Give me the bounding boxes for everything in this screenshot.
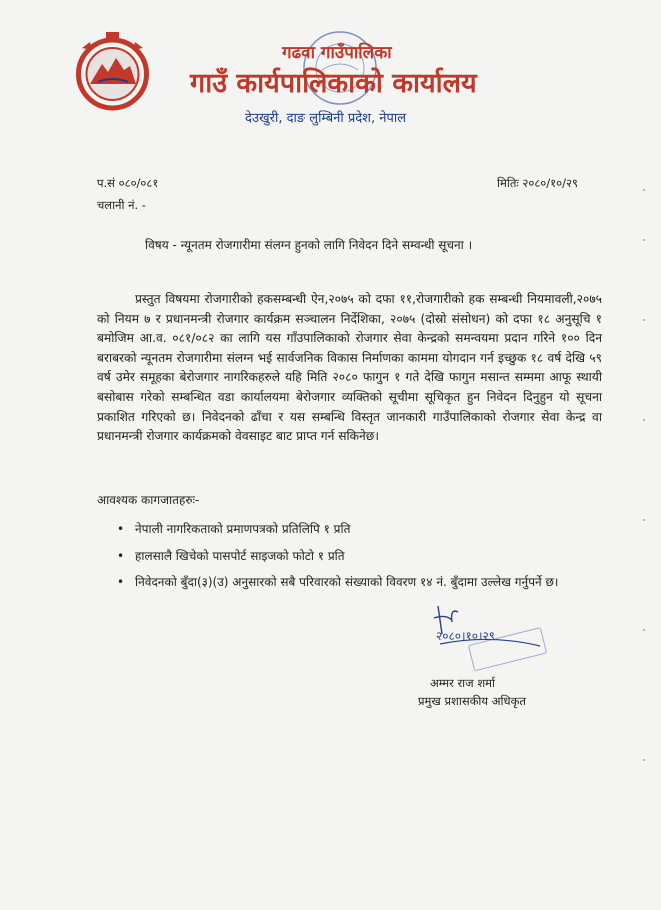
- list-item: • हालसालै खिचेको पासपोर्ट साइजको फोटो १ प्रति: [113, 547, 605, 567]
- notice-body: प्रस्तुत विषयमा रोजगारीको हकसम्बन्धी ऐन,२०७५ को दफा ११,रोजगारीको हक सम्बन्धी नियमावली,२०७५ को नियम ७ र प्रधानमन्त्री रोजगार कार्यक्रम सञ्चालन निर्देशिका, २०७५ (दोस्रो संसोधन) को दफा १८ अनुसूचि १ बमोजिम आ.व. ०८१/०८२ का लागि यस गाँउपालिकाको रोजगार सेवा केन्द्रको समन्वयमा प्रदान गरिने १०० दिन बराबरको न्यूनतम रोजगारीमा संलग्न भई सार्वजनिक विकास निर्माणका काममा योगदान गर्न इच्छुक १८ वर्ष देखि ५९ वर्ष उमेर समूहका बेरोजगार नागरिकहरुले यहि मिति २०८० फागुन १ गते देखि फागुन मसान्त सम्ममा आफू स्थायी बसोबास गरेको सम्बन्धित वडा कार्यालयमा बेरोजगार व्यक्तिको सूचीमा सूचिकृत हुन निवेदन दिनुहुन यो सूचना प्रकाशित गरिएको छ। निवेदनको ढाँचा र यस सम्बन्धि विस्तृत जानकारी गाउँपालिकाको रोजगार सेवा केन्द्र वा प्रधानमन्त्री रोजगार कार्यक्रमको वेवसाइट बाट प्राप्त गर्न सकिनेछ।: [97, 292, 602, 444]
- dispatch-number: चलानी नं. -: [97, 198, 146, 212]
- signatory-name: अम्मर राज शर्मा: [430, 676, 496, 690]
- list-item: • नेपाली नागरिकताको प्रमाणपत्रको प्रतिलिपि १ प्रति: [113, 520, 605, 540]
- bullet-icon: •: [117, 575, 125, 590]
- signatory-title: प्रमुख प्रशासकीय अधिकृत: [418, 694, 526, 708]
- bullet-icon: •: [117, 548, 125, 563]
- bullet-icon: •: [117, 522, 125, 536]
- reference-number: प.सं ०८०/०८१: [97, 176, 159, 190]
- requirements-list: [113, 520, 605, 600]
- office-address: देउखुरी, दाङ लुम्बिनी प्रदेश, नेपाल: [245, 111, 407, 126]
- list-item: • निवेदनको बुँदा(३)(उ) अनुसारको सबै परिवारको संख्याको विवरण १४ नं. बुँदामा उल्लेख गर्नुपर्ने छ।: [113, 573, 605, 593]
- signature-mark: [430, 598, 550, 688]
- government-emblem-icon: [70, 28, 155, 113]
- signature-date: २०८०।१०।२९: [436, 629, 496, 643]
- office-title: गाउँ कार्यपालिकाको कार्यालय: [190, 68, 477, 99]
- notice-date: मितिः २०८०/१०/२९: [497, 176, 578, 190]
- municipality-name: गढवा गाउँपालिका: [282, 43, 392, 63]
- requirements-heading: आवश्यक कागजातहरुः-: [97, 493, 200, 507]
- subject-line: विषय - न्यूनतम रोजगारीमा संलग्न हुनको लागि निवेदन दिने सम्वन्धी सूचना ।: [145, 238, 473, 252]
- scan-edge-marks: [641, 0, 647, 910]
